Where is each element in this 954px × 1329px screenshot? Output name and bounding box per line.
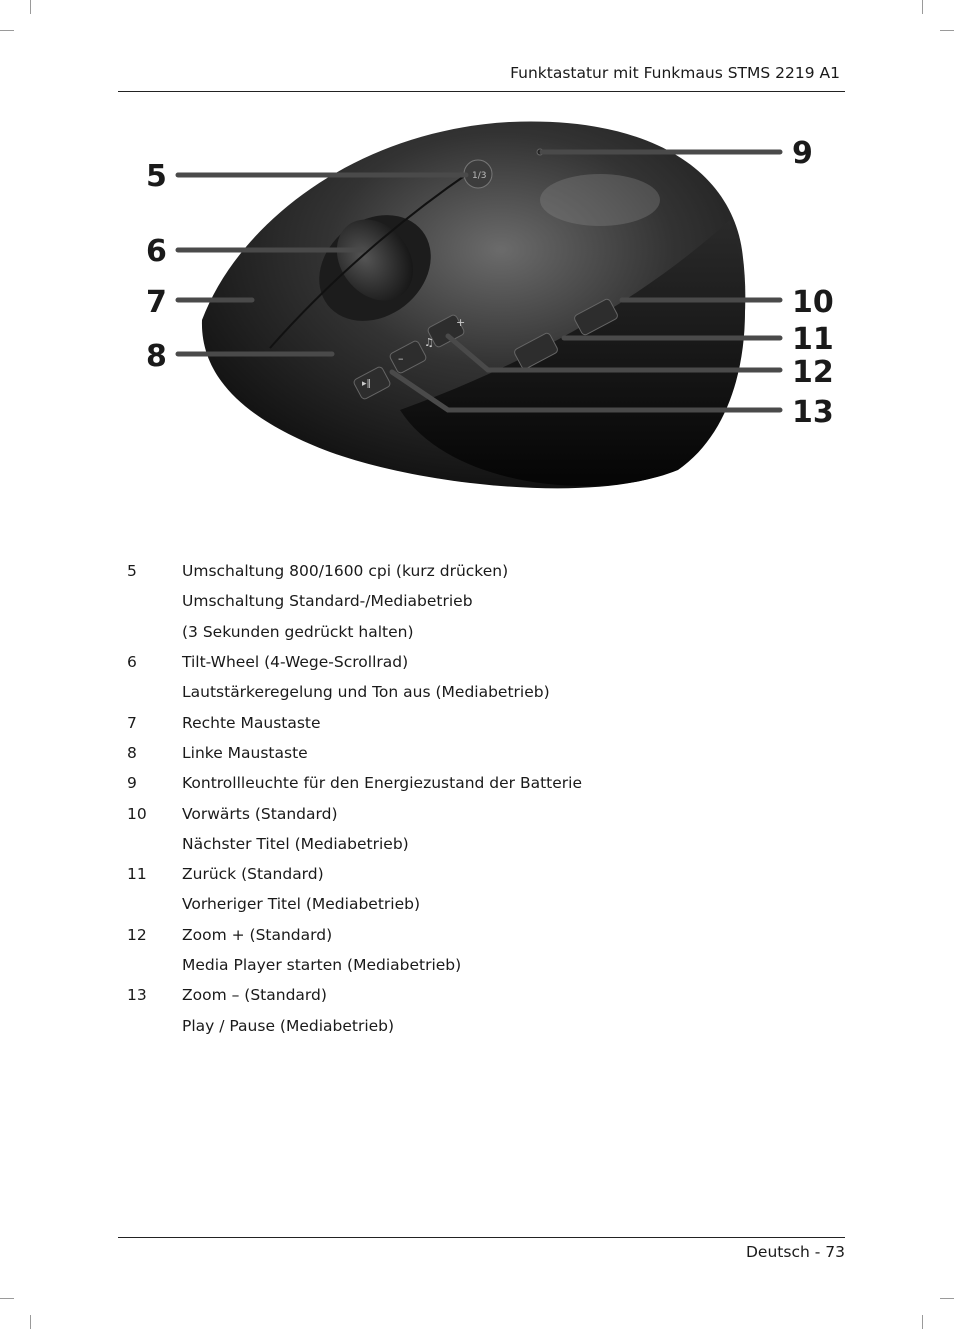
list-item-continuation — [127, 889, 827, 919]
crop-mark — [30, 1315, 31, 1329]
footer-separator: - — [814, 1243, 821, 1261]
crop-mark — [30, 0, 31, 14]
item-number: 6 — [127, 653, 137, 672]
item-number: 13 — [127, 986, 147, 1005]
item-text: Play / Pause (Mediabetrieb) — [182, 1016, 395, 1035]
list-item — [127, 556, 827, 586]
item-number: 7 — [127, 713, 137, 732]
item-number: 10 — [127, 804, 147, 823]
list-item — [127, 647, 827, 677]
list-item — [127, 707, 827, 737]
crop-mark — [922, 1315, 923, 1329]
list-item-continuation — [127, 1010, 827, 1040]
list-item-continuation — [127, 829, 827, 859]
callout-5: 5 — [146, 159, 167, 194]
item-text: (3 Sekunden gedrückt halten) — [182, 622, 414, 641]
item-text: Zoom + (Standard) — [182, 925, 333, 944]
crop-mark — [0, 30, 14, 31]
mouse-figure — [130, 110, 840, 500]
page-number: 73 — [825, 1243, 845, 1261]
list-item — [127, 980, 827, 1010]
item-text: Vorheriger Titel (Mediabetrieb) — [182, 895, 420, 914]
header-title: Funktastatur mit Funkmaus STMS 2219 A1 — [510, 64, 840, 82]
item-number: 12 — [127, 925, 147, 944]
item-text: Vorwärts (Standard) — [182, 804, 338, 823]
item-number: 11 — [127, 865, 147, 884]
item-text: Tilt-Wheel (4-Wege-Scrollrad) — [182, 653, 409, 672]
callout-6: 6 — [146, 234, 167, 269]
callout-11: 11 — [792, 322, 834, 357]
item-text: Linke Maustaste — [182, 743, 308, 762]
crop-mark — [940, 30, 954, 31]
list-item — [127, 768, 827, 798]
callout-13: 13 — [792, 395, 834, 430]
item-text: Media Player starten (Mediabetrieb) — [182, 956, 462, 974]
item-text: Umschaltung Standard-/Mediabetrieb — [182, 592, 473, 611]
item-text: Umschaltung 800/1600 cpi (kurz drücken) — [182, 562, 509, 581]
component-list — [127, 556, 827, 1041]
item-text: Zoom – (Standard) — [182, 986, 327, 1005]
footer-rule — [118, 1237, 845, 1238]
item-text: Lautstärkeregelung und Ton aus (Mediabetrieb) — [182, 683, 550, 702]
crop-mark — [922, 0, 923, 14]
callout-7: 7 — [146, 285, 167, 320]
item-text: Kontrollleuchte für den Energiezustand der Batterie — [182, 774, 583, 793]
list-item — [127, 738, 827, 768]
dpi-button-glyph: 1/3 — [472, 171, 487, 181]
list-item-continuation — [127, 950, 827, 980]
zoom-plus-glyph: + — [456, 316, 466, 329]
item-text: Rechte Maustaste — [182, 713, 321, 732]
callout-9: 9 — [792, 136, 813, 171]
callout-12: 12 — [792, 355, 834, 390]
list-item-continuation — [127, 586, 827, 616]
list-item — [127, 798, 827, 828]
zoom-minus-glyph: – — [398, 352, 404, 365]
list-item — [127, 920, 827, 950]
item-text: Nächster Titel (Mediabetrieb) — [182, 834, 409, 853]
item-number: 5 — [127, 562, 137, 581]
mouse-highlight — [540, 174, 660, 226]
mouse-illustration — [130, 110, 840, 500]
page-footer — [746, 1243, 845, 1261]
header-rule — [118, 91, 845, 92]
list-item — [127, 859, 827, 889]
callout-10: 10 — [792, 285, 834, 320]
item-number: 8 — [127, 743, 137, 762]
crop-mark — [0, 1298, 14, 1299]
item-number: 9 — [127, 774, 137, 793]
item-text: Zurück (Standard) — [182, 865, 324, 884]
footer-language: Deutsch — [746, 1243, 810, 1261]
list-item-continuation — [127, 617, 827, 647]
play-glyph: ▸‖ — [362, 379, 372, 389]
crop-mark — [940, 1298, 954, 1299]
callout-8: 8 — [146, 339, 167, 374]
list-item-continuation — [127, 677, 827, 707]
media-glyph: ♫ — [424, 336, 434, 349]
